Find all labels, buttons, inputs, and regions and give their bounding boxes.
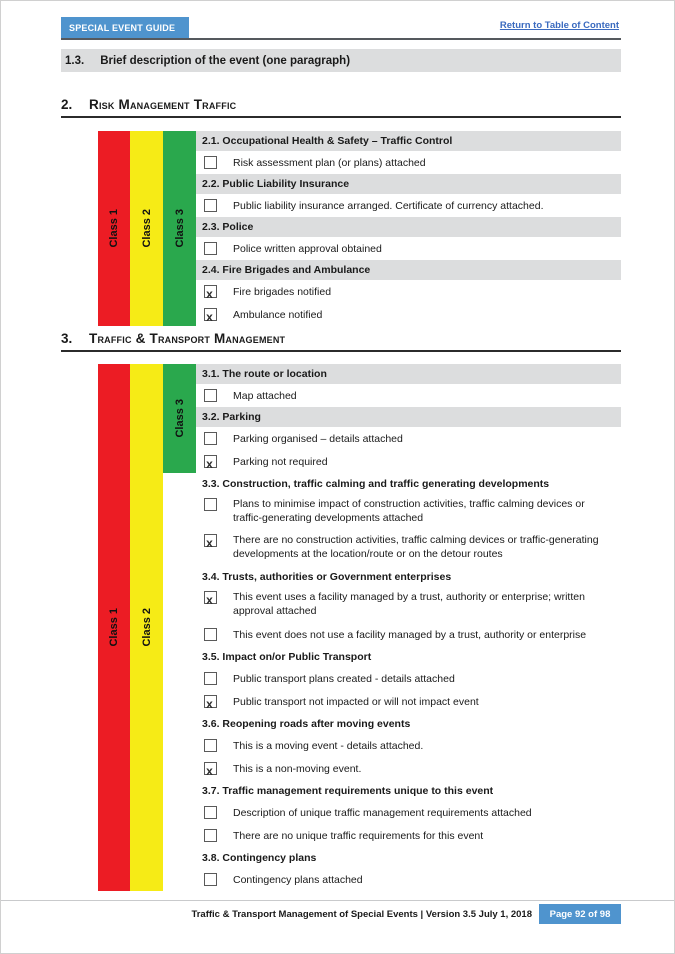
- subsection-header: 3.6. Reopening roads after moving events: [202, 717, 411, 730]
- checklist-item-label: Risk assessment plan (or plans) attached: [233, 156, 426, 169]
- subsection-header: 2.1. Occupational Health & Safety – Traffic Control: [196, 131, 621, 151]
- checkbox-x-mark: x: [206, 592, 213, 607]
- class-2-bar-yellow: [130, 131, 163, 326]
- class-3-bar-green: [163, 364, 196, 473]
- checkbox-unchecked[interactable]: [204, 829, 217, 842]
- header-rule: [61, 38, 621, 40]
- subsection-header: 3.8. Contingency plans: [202, 851, 317, 864]
- checklist-item: [196, 587, 621, 623]
- section-3-title: Traffic & Transport Management: [89, 331, 286, 346]
- section-3-heading: [61, 331, 621, 352]
- checkbox-unchecked[interactable]: [204, 873, 217, 886]
- checklist-item-label: This event does not use a facility managed by a trust, authority or enterprise: [233, 628, 587, 641]
- checklist-item: [196, 151, 621, 174]
- page-number-badge: Page 92 of 98: [539, 904, 621, 924]
- checkbox-checked[interactable]: [204, 591, 217, 607]
- checkbox-unchecked[interactable]: [204, 432, 217, 445]
- section-1-3-header: [61, 49, 621, 72]
- subsection-header: 2.4. Fire Brigades and Ambulance: [196, 260, 621, 280]
- checklist-item-label: Public transport plans created - details attached: [233, 672, 455, 685]
- class-bar-label: Class 2: [140, 608, 153, 647]
- subsection-header: 3.7. Traffic management requirements unique to this event: [202, 784, 494, 797]
- subsection-header: 2.2. Public Liability Insurance: [196, 174, 621, 194]
- checkbox-x-mark: x: [206, 309, 213, 324]
- checkbox-checked[interactable]: [204, 695, 217, 711]
- section-3-rows: [196, 364, 621, 891]
- checklist-item: [196, 237, 621, 260]
- footer-rule: [1, 900, 675, 901]
- checklist-item-label: Ambulance notified: [233, 308, 323, 321]
- checklist-item-label: Contingency plans attached: [233, 873, 363, 886]
- class-bar-label: Class 3: [173, 399, 186, 438]
- class-3-bar-green: [163, 131, 196, 326]
- subsection-header: 3.5. Impact on/or Public Transport: [202, 650, 372, 663]
- checklist-item-label: There are no construction activities, traffic calming devices or traffic-generating developments at the location/route or on the detour routes: [233, 534, 599, 560]
- checkbox-x-mark: x: [206, 696, 213, 711]
- checklist-item: [196, 303, 621, 326]
- class-bar-label: Class 3: [173, 209, 186, 248]
- section-1-3-title: Brief description of the event (one paragraph): [100, 54, 351, 67]
- checkbox-unchecked[interactable]: [204, 389, 217, 402]
- checklist-item-label: There are no unique traffic requirements for this event: [233, 829, 484, 842]
- checklist-item: [196, 384, 621, 407]
- subsection-header: 3.4. Trusts, authorities or Government enterprises: [202, 570, 452, 583]
- section-2-title: Risk Management Traffic: [89, 97, 237, 112]
- section-1-3-number: 1.3.: [65, 54, 85, 67]
- subsection-header: 2.3. Police: [196, 217, 621, 237]
- checklist-item: [196, 530, 621, 566]
- checklist-item: [196, 194, 621, 217]
- class-bar-label: Class 1: [108, 608, 120, 647]
- class-bar-label: Class 1: [108, 209, 120, 248]
- checklist-item-label: This is a moving event - details attached.: [233, 739, 424, 752]
- checklist-item: [196, 280, 621, 303]
- checkbox-x-mark: x: [206, 535, 213, 550]
- checklist-item-label: Police written approval obtained: [233, 242, 382, 255]
- class-bar-label: Class 2: [140, 209, 153, 248]
- checkbox-x-mark: x: [206, 456, 213, 471]
- checklist-item-label: Plans to minimise impact of construction activities, traffic calming devices or traffic-generating developments attached: [233, 498, 585, 524]
- section-2-rows: [196, 131, 621, 326]
- subsection-header: 3.1. The route or location: [196, 364, 621, 384]
- checkbox-unchecked[interactable]: [204, 739, 217, 752]
- checklist-item: [196, 623, 621, 646]
- checklist-item-label: This is a non-moving event.: [233, 762, 362, 775]
- checklist-item-label: Parking organised – details attached: [233, 432, 403, 445]
- class-2-bar-yellow: [130, 364, 163, 891]
- checklist-item-label: Fire brigades notified: [233, 285, 332, 298]
- checklist-item-label: Public liability insurance arranged. Certificate of currency attached.: [233, 199, 544, 212]
- checkbox-checked[interactable]: [204, 534, 217, 550]
- checkbox-x-mark: x: [206, 763, 213, 778]
- section-3-number: 3.: [61, 331, 73, 346]
- checkbox-unchecked[interactable]: [204, 199, 217, 212]
- checklist-item: [196, 690, 621, 713]
- checkbox-checked[interactable]: [204, 308, 217, 324]
- checkbox-unchecked[interactable]: [204, 242, 217, 255]
- section-2-number: 2.: [61, 97, 73, 112]
- footer-text: Traffic & Transport Management of Special Events | Version 3.5 July 1, 2018: [191, 909, 532, 920]
- checklist-item: [196, 734, 621, 757]
- checklist-item-label: Public transport not impacted or will not impact event: [233, 695, 479, 708]
- subsection-header: 3.2. Parking: [196, 407, 621, 427]
- checkbox-unchecked[interactable]: [204, 156, 217, 169]
- checklist-item-label: Map attached: [233, 389, 297, 402]
- checklist-item: [196, 494, 621, 530]
- checkbox-unchecked[interactable]: [204, 806, 217, 819]
- checkbox-unchecked[interactable]: [204, 498, 217, 511]
- checkbox-x-mark: x: [206, 286, 213, 301]
- checklist-item: [196, 868, 621, 891]
- class-1-bar-red: [98, 131, 130, 326]
- checkbox-checked[interactable]: [204, 285, 217, 301]
- section-2-heading: [61, 97, 621, 118]
- checklist-item: [196, 757, 621, 780]
- checkbox-checked[interactable]: [204, 762, 217, 778]
- return-to-toc-link[interactable]: Return to Table of Content: [499, 20, 619, 31]
- checklist-item: [196, 450, 621, 473]
- checkbox-unchecked[interactable]: [204, 628, 217, 641]
- class-1-bar-red: [98, 364, 130, 891]
- checklist-item-label: Description of unique traffic management requirements attached: [233, 806, 532, 819]
- special-event-guide-badge: SPECIAL EVENT GUIDE: [61, 17, 189, 39]
- checklist-item-label: Parking not required: [233, 455, 328, 468]
- subsection-header: 3.3. Construction, traffic calming and traffic generating developments: [202, 477, 550, 490]
- checklist-item: [196, 824, 621, 847]
- checklist-item: [196, 427, 621, 450]
- checklist-item-label: This event uses a facility managed by a trust, authority or enterprise; written approval attached: [233, 591, 585, 617]
- checklist-item: [196, 801, 621, 824]
- checkbox-unchecked[interactable]: [204, 672, 217, 685]
- checklist-item: [196, 667, 621, 690]
- checkbox-checked[interactable]: [204, 455, 217, 471]
